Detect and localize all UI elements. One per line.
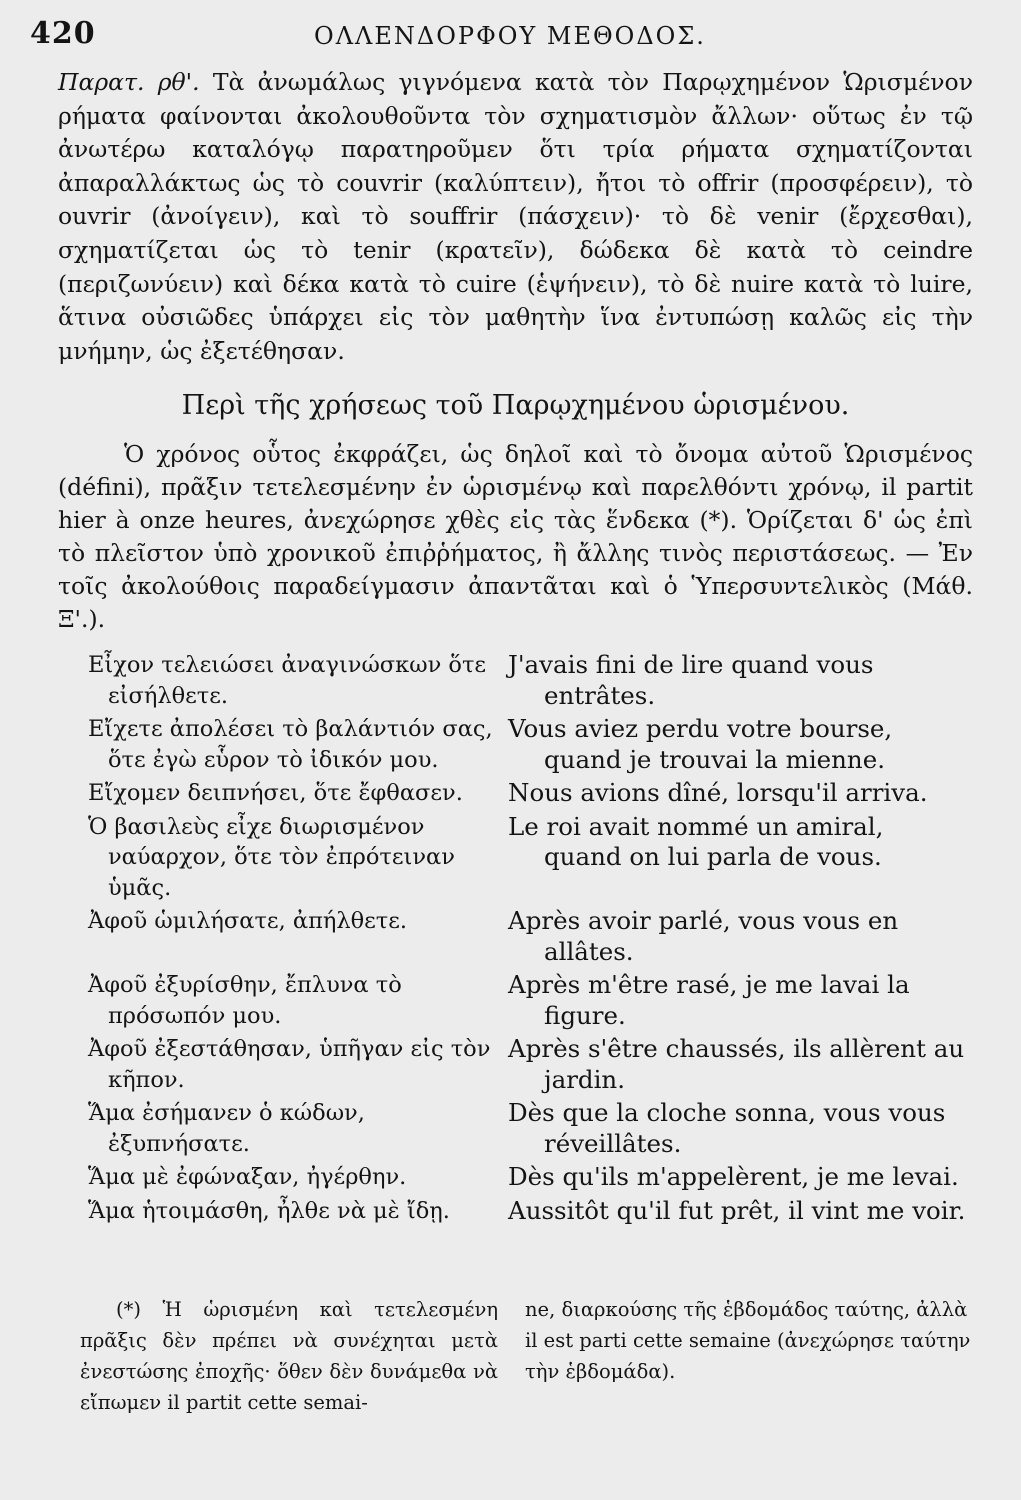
example-row	[88, 714, 968, 775]
example-french: Aussitôt qu'il fut prêt, il vint me voir.	[508, 1195, 966, 1225]
example-row	[88, 970, 968, 1031]
example-row	[88, 812, 968, 904]
example-greek: Ἅμα μὲ ἐφώναξαν, ἠγέρθην.	[88, 1164, 407, 1190]
example-row	[88, 1034, 968, 1095]
footnote-left-column: (*) Ἡ ὡρισμένη καὶ τετελεσμένη πρᾶξις δὲν πρέπει νὰ συνέχηται μετὰ ἐνεστώσης ἐποχῆς· ὅθεν δὲν δυνάμεθα νὰ εἴπωμεν il partit cette semai-	[80, 1298, 498, 1414]
page-header	[30, 12, 990, 56]
remark-text: Τὰ ἀνωμάλως γιγνόμενα κατὰ τὸν Παρῳχημένον Ὡρισμένον ρήματα φαίνονται ἀκολουθοῦντα τὸν σχηματισμὸν ἄλλων· οὕτως ἐν τῷ ἀνωτέρω καταλόγῳ παρατηροῦμεν ὅτι τρία ρήματα σχηματίζονται ἀπαραλλάκτως ὡς τὸ couvrir (καλύπτειν), ἤτοι τὸ offrir (προσφέρειν), τὸ ouvrir (ἀνοίγειν), καὶ τὸ souffrir (πάσχειν)· τὸ δὲ venir (ἔρχεσθαι), σχηματίζεται ὡς τὸ tenir (κρατεῖν), δώδεκα δὲ κατὰ τὸ ceindre (περιζωνύειν) καὶ δέκα κατὰ τὸ cuire (ἑψήνειν), τὸ δὲ nuire κατὰ τὸ luire, ἅτινα οὐσιῶδες ὑπάρχει εἰς τὸν μαθητὴν ἵνα ἐντυπώσῃ καλῶς εἰς τὴν μνήμην, ὡς ἐξετέθησαν.	[58, 68, 973, 365]
example-french: Dès que la cloche sonna, vous vous réveillâtes.	[508, 1098, 946, 1158]
example-greek: Εἴχομεν δειπνήσει, ὅτε ἔφθασεν.	[88, 780, 463, 806]
example-row	[88, 650, 968, 711]
running-title: ΟΛΛΕΝΔΟΡΦΟΥ ΜΕΘΟΔΟΣ.	[314, 22, 706, 50]
example-french: Vous aviez perdu votre bourse, quand je trouvai la mienne.	[508, 714, 893, 774]
remark-number: Παρατ. ρθ'.	[58, 68, 200, 96]
example-french: Nous avions dîné, lorsqu'il arriva.	[508, 778, 928, 807]
example-row	[88, 906, 968, 967]
remark-paragraph	[58, 66, 973, 368]
example-row	[88, 1162, 968, 1193]
example-row	[88, 1098, 968, 1159]
page-number: 420	[30, 16, 96, 51]
example-row	[88, 1196, 968, 1227]
example-greek: Ἀφοῦ ἐξυρίσθην, ἔπλυνα τὸ πρόσωπόν μου.	[88, 972, 402, 1029]
example-french: Le roi avait nommé un amiral, quand on lui parla de vous.	[508, 811, 884, 871]
example-french: J'avais fini de lire quand vous entrâtes.	[508, 650, 874, 710]
example-greek: Ἅμα ἡτοιμάσθη, ἦλθε νὰ μὲ ἴδῃ.	[88, 1197, 450, 1224]
footnote-right-column: ne, διαρκούσης τῆς ἑβδομάδος ταύτης, ἀλλὰ il est parti cette semaine (ἀνεχώρησε ταύτην τὴν ἑβδομάδα).	[525, 1298, 971, 1383]
example-greek: Ἅμα ἐσήμανεν ὁ κώδων, ἐξυπνήσατε.	[88, 1100, 365, 1157]
example-greek: Εἴχετε ἀπολέσει τὸ βαλάντιόν σας, ὅτε ἐγὼ εὗρον τὸ ἰδικόν μου.	[88, 716, 493, 773]
example-greek: Εἶχον τελειώσει ἀναγινώσκων ὅτε εἰσήλθετε.	[88, 652, 487, 709]
example-greek: Ἀφοῦ ὡμιλήσατε, ἀπήλθετε.	[88, 908, 408, 934]
section-paragraph-text: Ὁ χρόνος οὗτος ἐκφράζει, ὡς δηλοῖ καὶ τὸ ὄνομα αὐτοῦ Ὡρισμένος (défini), πρᾶξιν τετελεσμένην ἐν ὡρισμένῳ καὶ παρελθόντι χρόνῳ, il partit hier à onze heures, ἀνεχώρησε χθὲς εἰς τὰς ἕνδεκα (*). Ὁρίζεται δ' ὡς ἐπὶ τὸ πλεῖστον ὑπὸ χρονικοῦ ἐπιῤῥήματος, ἢ ἄλλης τινὸς περιστάσεως. — Ἐν τοῖς ἀκολούθοις παραδείγμασιν ἀπαντᾶται καὶ ὁ Ὑπερσυντελικὸς (Μάθ. Ξ'.).	[58, 440, 973, 633]
section-paragraph	[58, 438, 973, 636]
example-greek: Ὁ βασιλεὺς εἶχε διωρισμένον ναύαρχον, ὅτε τὸν ἐπρότειναν ὑμᾶς.	[88, 813, 455, 901]
example-french: Après avoir parlé, vous vous en allâtes.	[508, 906, 899, 966]
example-greek: Ἀφοῦ ἐξεστάθησαν, ὑπῆγαν εἰς τὸν κῆπον.	[88, 1036, 491, 1093]
example-french: Après s'être chaussés, ils allèrent au jardin.	[508, 1034, 965, 1094]
example-french: Dès qu'ils m'appelèrent, je me levai.	[508, 1162, 959, 1191]
example-french: Après m'être rasé, je me lavai la figure.	[508, 970, 910, 1030]
section-heading: Περὶ τῆς χρήσεως τοῦ Παρῳχημένου ὡρισμένου.	[181, 390, 850, 421]
example-list	[88, 650, 968, 1226]
footnote	[80, 1294, 975, 1418]
example-row	[88, 778, 968, 809]
